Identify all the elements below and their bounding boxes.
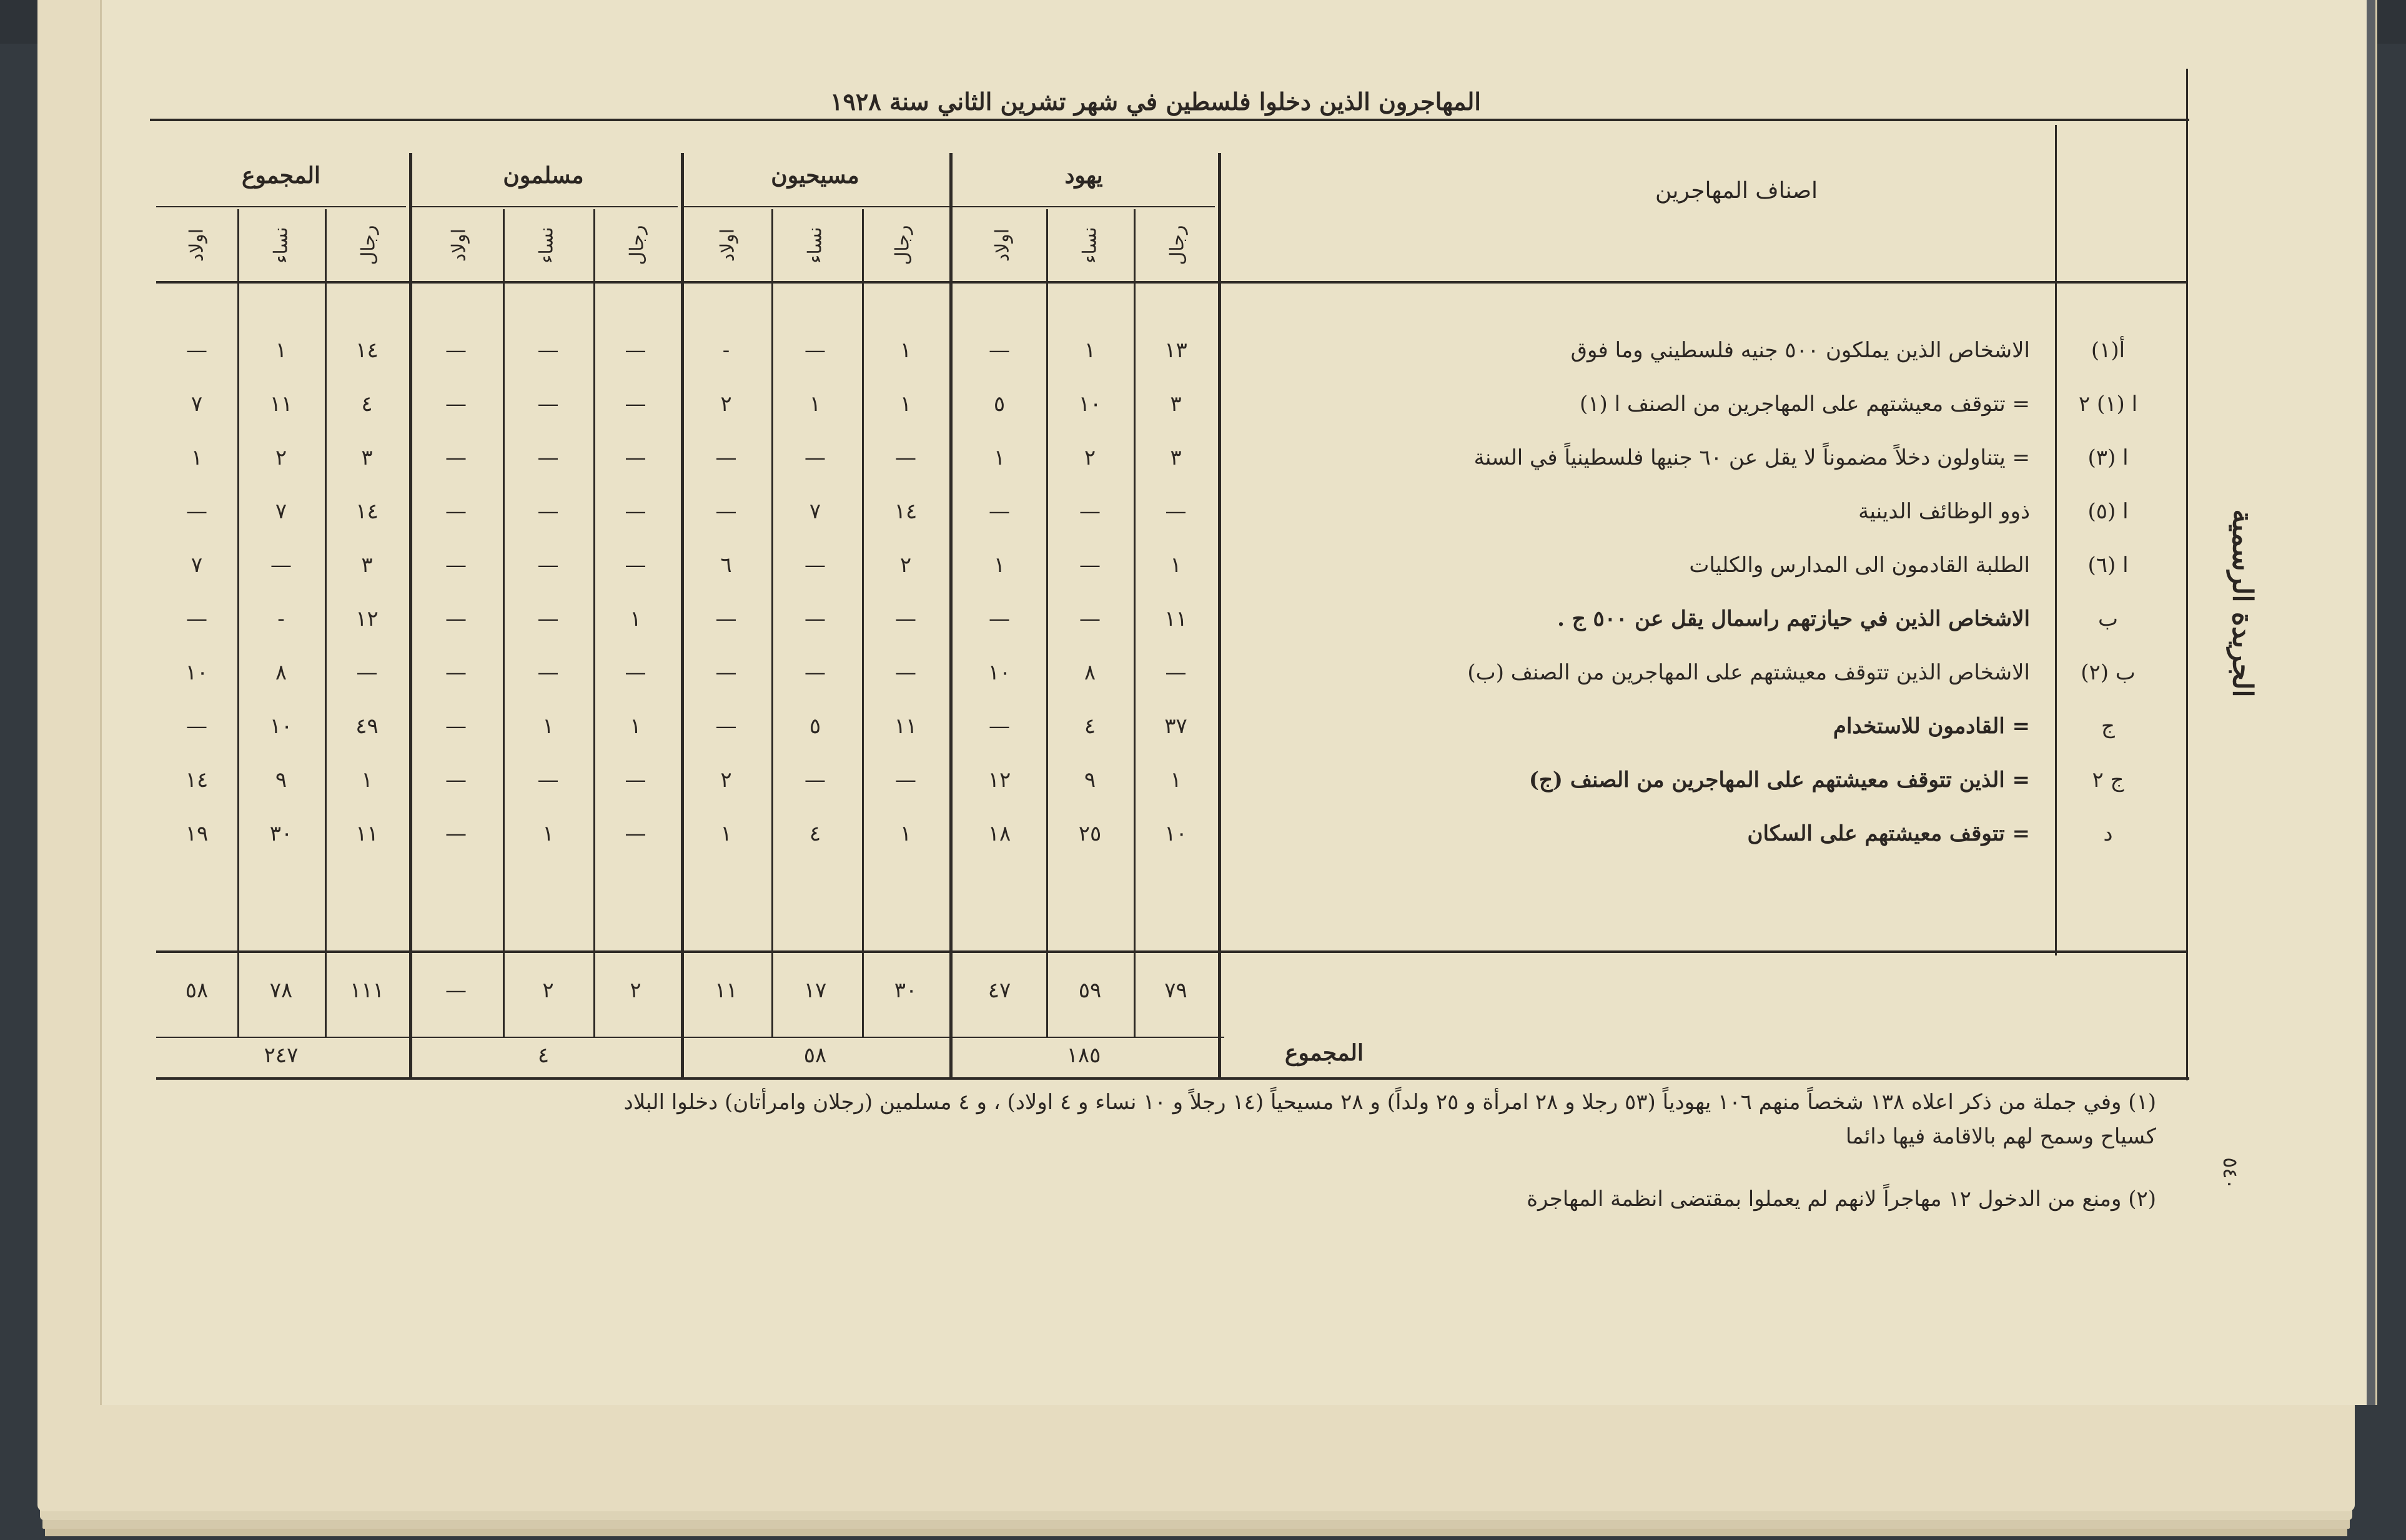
row-label: = القادمون للاستخدام xyxy=(1833,714,2030,739)
totals-cell: ٢ xyxy=(630,978,641,1003)
table-cell: ٧ xyxy=(191,553,203,578)
row-code: د xyxy=(2103,821,2113,846)
table-cell: ٣٧ xyxy=(1164,714,1187,739)
table-cell: — xyxy=(715,606,737,631)
totals-cell: ٧٨ xyxy=(269,978,293,1003)
table-cell: — xyxy=(895,660,916,685)
sub-header-children: اولاد xyxy=(716,228,739,262)
subtotal-rule xyxy=(156,1037,1224,1038)
table-cell: ١٠ xyxy=(185,660,209,685)
table-row xyxy=(0,546,2406,585)
row-code: ا (٦) xyxy=(2087,553,2129,578)
table-row xyxy=(0,600,2406,638)
table-cell: ١١ xyxy=(269,392,293,417)
row-label: ذوو الوظائف الدينية xyxy=(1858,499,2030,524)
totals-cell: ٧٩ xyxy=(1164,978,1187,1003)
table-cell: — xyxy=(989,606,1010,631)
table-cell: — xyxy=(895,445,916,470)
row-label: الاشخاص الذين يملكون ٥٠٠ جنيه فلسطيني وما فوق xyxy=(1570,338,2030,363)
table-cell: ١ xyxy=(720,821,732,846)
sub-header-women: نساء xyxy=(535,227,558,264)
table-cell: ٧ xyxy=(275,499,287,524)
table-cell: ١٠ xyxy=(1078,392,1102,417)
table-cell: — xyxy=(537,392,559,417)
group-rule-jews xyxy=(953,206,1215,207)
table-cell: — xyxy=(445,445,467,470)
table-cell: — xyxy=(445,768,467,792)
table-cell: — xyxy=(186,606,207,631)
totals-row xyxy=(0,971,2406,1010)
table-cell: ٤ xyxy=(809,821,821,846)
group-rule-christians xyxy=(681,206,949,207)
table-cell: ١ xyxy=(630,606,641,631)
table-cell: ١٠ xyxy=(1164,821,1187,846)
table-row xyxy=(0,438,2406,477)
table-cell: ٩ xyxy=(275,768,287,792)
table-row xyxy=(0,814,2406,853)
table-cell: — xyxy=(445,606,467,631)
group-header-muslims: مسلمون xyxy=(503,162,584,189)
table-cell: ١٨ xyxy=(988,821,1011,846)
table-cell: ٤٩ xyxy=(355,714,379,739)
table-cell: ٢ xyxy=(275,445,287,470)
table-cell: — xyxy=(537,499,559,524)
table-cell: — xyxy=(625,392,646,417)
table-cell: ١٠ xyxy=(269,714,293,739)
table-cell: ٨ xyxy=(1084,660,1096,685)
table-cell: ١١ xyxy=(355,821,379,846)
totals-cell: ١١١ xyxy=(350,978,384,1003)
row-label: = يتناولون دخلاً مضموناً لا يقل عن ٦٠ جنيها فلسطينياً في السنة xyxy=(1473,445,2030,470)
table-top-rule xyxy=(150,119,2189,121)
row-code: أ(١) xyxy=(2091,338,2126,363)
grand-total-jews: ١٨٥ xyxy=(1066,1043,1101,1068)
table-bottom-rule xyxy=(156,1077,2189,1080)
table-cell: ٤ xyxy=(1084,714,1096,739)
table-cell: — xyxy=(804,553,826,578)
grand-total-muslims: ٤ xyxy=(537,1043,550,1068)
table-cell: ١ xyxy=(899,338,912,363)
table-cell: ١ xyxy=(1084,338,1096,363)
table-cell: — xyxy=(445,338,467,363)
table-row xyxy=(0,331,2406,370)
table-cell: ١ xyxy=(993,445,1006,470)
row-code: ج ٢ xyxy=(2092,768,2124,792)
table-cell: — xyxy=(445,553,467,578)
table-cell: ١ xyxy=(361,768,373,792)
table-cell: ١ xyxy=(809,392,821,417)
sub-header-children: اولاد xyxy=(448,228,470,262)
table-cell: — xyxy=(989,714,1010,739)
table-cell: — xyxy=(895,768,916,792)
table-cell: ٢ xyxy=(899,553,912,578)
group-rule-total xyxy=(156,206,406,207)
table-cell: — xyxy=(625,445,646,470)
table-cell: ٧ xyxy=(191,392,203,417)
group-header-jews: يهود xyxy=(1064,162,1103,189)
table-cell: ١٤ xyxy=(185,768,209,792)
table-cell: ٢ xyxy=(720,768,732,792)
body-bottom-rule xyxy=(156,950,2186,953)
row-code: ب (٢) xyxy=(2081,660,2136,685)
table-cell: — xyxy=(715,445,737,470)
totals-cell: ١١ xyxy=(715,978,738,1003)
grand-total-christians: ٥٨ xyxy=(803,1043,827,1068)
group-rule-muslims xyxy=(409,206,678,207)
table-cell: ١٣ xyxy=(1164,338,1187,363)
table-cell: — xyxy=(445,714,467,739)
table-cell: ١ xyxy=(899,392,912,417)
table-cell: — xyxy=(445,392,467,417)
row-label: الاشخاص الذين تتوقف معيشتهم على المهاجرين من الصنف (ب) xyxy=(1467,660,2030,685)
sub-header-children: اولاد xyxy=(991,228,1014,262)
margin-title xyxy=(2227,510,2259,597)
table-row xyxy=(0,385,2406,423)
table-cell: ٣٠ xyxy=(269,821,293,846)
row-label: = تتوقف معيشتهم على المهاجرين من الصنف ا (١) xyxy=(1579,392,2030,417)
table-cell: — xyxy=(356,660,378,685)
table-cell: — xyxy=(186,714,207,739)
table-cell: ١ xyxy=(542,821,554,846)
table-cell: — xyxy=(804,606,826,631)
table-cell: ٣ xyxy=(361,553,373,578)
table-cell: — xyxy=(625,660,646,685)
table-cell: — xyxy=(804,768,826,792)
table-cell: ١٢ xyxy=(988,768,1011,792)
table-cell: ١١ xyxy=(1164,606,1187,631)
table-cell: — xyxy=(625,553,646,578)
sub-header-women: نساء xyxy=(270,227,292,264)
table-cell: ٨ xyxy=(275,660,287,685)
footnote-1: (١) وفي جملة من ذكر اعلاه ١٣٨ شخصاً منهم ١٠٦ يهودياً (٥٣ رجلا و ٢٨ امرأة و ٢٥ ولداً) و ٢٨ مسيحياً (١٤ رجلاً و ١٠ نساء و ٤ اولاد) ، و ٤ مسلمين (رجلان وامرأتان) دخلوا البلاد xyxy=(623,1090,2156,1115)
table-cell: ١١ xyxy=(894,714,918,739)
sub-header-children: اولاد xyxy=(186,228,208,262)
table-cell: ١٤ xyxy=(894,499,918,524)
table-cell: — xyxy=(625,768,646,792)
table-cell: ١ xyxy=(899,821,912,846)
table-cell: ١ xyxy=(630,714,641,739)
table-cell: — xyxy=(989,338,1010,363)
table-cell: ١٢ xyxy=(355,606,379,631)
table-cell: — xyxy=(445,660,467,685)
table-row xyxy=(0,653,2406,692)
row-code: ا (٥) xyxy=(2087,499,2129,524)
totals-cell: ٥٨ xyxy=(185,978,209,1003)
table-cell: ١٠ xyxy=(988,660,1011,685)
table-cell: ٣ xyxy=(1170,392,1182,417)
sub-header-men: رجال xyxy=(891,225,914,265)
table-cell: — xyxy=(1079,606,1101,631)
page-number: ٥٤٠ xyxy=(2218,1157,2242,1190)
table-cell: — xyxy=(537,445,559,470)
totals-cell: ٣٠ xyxy=(894,978,918,1003)
table-cell: ٢ xyxy=(720,392,732,417)
table-cell: ١ xyxy=(275,338,287,363)
table-cell: — xyxy=(989,499,1010,524)
table-cell: — xyxy=(804,338,826,363)
table-cell: — xyxy=(445,821,467,846)
group-header-total: المجموع xyxy=(242,162,320,189)
table-cell: — xyxy=(625,499,646,524)
table-row xyxy=(0,492,2406,531)
table-row xyxy=(0,707,2406,746)
table-cell: — xyxy=(186,499,207,524)
totals-cell: — xyxy=(445,978,467,1003)
table-cell: — xyxy=(1079,499,1101,524)
group-header-christians: مسيحيون xyxy=(771,162,859,189)
row-label: = تتوقف معيشتهم على السكان xyxy=(1747,821,2030,846)
table-cell: — xyxy=(186,338,207,363)
row-label: الاشخاص الذين في حيازتهم راسمال يقل عن ٥٠٠ ج . xyxy=(1557,606,2030,631)
table-cell: — xyxy=(625,338,646,363)
page-edge xyxy=(2367,0,2375,1405)
sub-header-women: نساء xyxy=(804,227,826,264)
totals-cell: ١٧ xyxy=(803,978,827,1003)
table-cell: — xyxy=(445,499,467,524)
category-header: اصناف المهاجرين xyxy=(1655,178,1818,204)
totals-cell: ٢ xyxy=(542,978,554,1003)
table-cell: ٣ xyxy=(361,445,373,470)
table-cell: ١٩ xyxy=(185,821,209,846)
row-label: = الذين تتوقف معيشتهم على المهاجرين من الصنف (ج) xyxy=(1528,768,2030,792)
table-cell: - xyxy=(277,606,285,631)
table-cell: — xyxy=(537,660,559,685)
page-title: المهاجرون الذين دخلوا فلسطين في شهر تشرين الثاني سنة ١٩٢٨ xyxy=(830,87,1481,116)
table-cell: ٢ xyxy=(1084,445,1096,470)
table-cell: ٢٥ xyxy=(1078,821,1102,846)
row-label: الطلبة القادمون الى المدارس والكليات xyxy=(1689,553,2030,578)
table-cell: — xyxy=(537,338,559,363)
row-code: ج xyxy=(2101,714,2115,739)
table-cell: ٦ xyxy=(720,553,732,578)
table-cell: ١ xyxy=(993,553,1006,578)
table-cell: ٧ xyxy=(809,499,821,524)
table-cell: — xyxy=(537,553,559,578)
table-row xyxy=(0,761,2406,799)
table-cell: — xyxy=(804,445,826,470)
totals-label: المجموع xyxy=(1285,1040,1364,1066)
row-code: ا (١) ٢ xyxy=(2078,392,2138,417)
grand-total-all: ٢٤٧ xyxy=(264,1043,299,1068)
totals-cell: ٥٩ xyxy=(1078,978,1102,1003)
row-code: ب xyxy=(2097,606,2118,631)
table-cell: — xyxy=(1165,499,1187,524)
table-cell: ١٤ xyxy=(355,499,379,524)
table-cell: — xyxy=(1165,660,1187,685)
footnote-2: (٢) ومنع من الدخول ١٢ مهاجراً لانهم لم يعملوا بمقتضى انظمة المهاجرة xyxy=(1527,1187,2156,1212)
table-cell: — xyxy=(537,768,559,792)
sub-header-men: رجال xyxy=(626,225,648,265)
table-cell: — xyxy=(625,821,646,846)
page-stack xyxy=(37,0,2355,1511)
table-cell: ٩ xyxy=(1084,768,1096,792)
table-cell: — xyxy=(537,606,559,631)
table-cell: - xyxy=(722,338,730,363)
table-cell: ١ xyxy=(542,714,554,739)
table-cell: ١ xyxy=(1170,768,1182,792)
table-cell: ٥ xyxy=(809,714,821,739)
footnote-1-cont: كسياح وسمح لهم بالاقامة فيها دائما xyxy=(1845,1124,2156,1149)
table-cell: — xyxy=(270,553,292,578)
header-bottom-rule xyxy=(156,281,2186,284)
table-cell: — xyxy=(1079,553,1101,578)
row-code: ا (٣) xyxy=(2087,445,2129,470)
table-cell: ٤ xyxy=(361,392,373,417)
table-cell: — xyxy=(804,660,826,685)
table-cell: — xyxy=(895,606,916,631)
sub-header-women: نساء xyxy=(1079,227,1101,264)
totals-cell: ٤٧ xyxy=(988,978,1011,1003)
table-cell: — xyxy=(715,660,737,685)
sub-header-men: رجال xyxy=(357,225,380,265)
table-cell: ٥ xyxy=(993,392,1006,417)
table-cell: ٣ xyxy=(1170,445,1182,470)
table-cell: ١٤ xyxy=(355,338,379,363)
sub-header-men: رجال xyxy=(1166,225,1189,265)
table-cell: ١ xyxy=(191,445,203,470)
table-cell: ١ xyxy=(1170,553,1182,578)
table-cell: — xyxy=(715,499,737,524)
table-cell: — xyxy=(715,714,737,739)
